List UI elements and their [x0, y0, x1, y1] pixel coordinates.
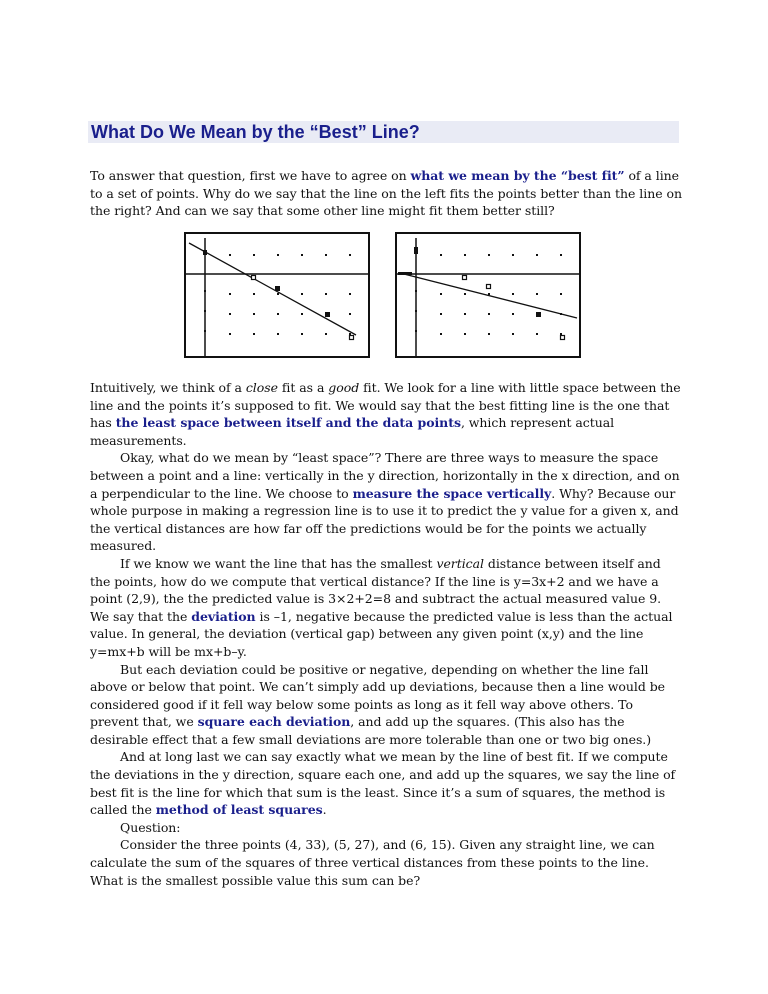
- highlight-method-least-squares: method of least squares: [155, 802, 323, 818]
- paragraph-deviation: If we know we want the line that has the smallest vertical distance between itself and the points, how do we compute that vertical distance? If the line is y=3x+2 and we have a point (2,9), the the predicted value is 3×2+2=8 and subtract the actual measured value 9. We say that the deviation is –1, negative because the predicted value is less than the actual value. In general, the deviation (vertical gap) between any given point (x,y) and the line y=mx+b will be mx+b–y.: [90, 555, 673, 659]
- highlight-best-fit: what we mean by the “best fit”: [410, 168, 625, 183]
- highlight-deviation: deviation: [191, 608, 256, 624]
- data-point: [414, 247, 418, 254]
- emphasis-close: close: [245, 380, 278, 395]
- highlight-measure-vertically: measure the space vertically: [352, 485, 552, 501]
- left-fit-graph-plot: [186, 234, 368, 356]
- page-title: What Do We Mean by the “Best” Line?: [91, 122, 420, 142]
- data-point: [536, 312, 541, 317]
- fit-line: [189, 243, 356, 335]
- data-point: [252, 276, 256, 280]
- left-fit-graph: [184, 232, 370, 358]
- paragraph-least-squares: And at long last we can say exactly what we mean by the line of best fit. If we compute the deviations in the y direction, square each one, and add up the squares, we say the line of best fit is the line for which that sum is the least. Since it’s a sum of squares, the method is called the method of least squares.: [90, 749, 676, 818]
- paragraph-intuition: Intuitively, we think of a close fit as a good fit. We look for a line with little space between the line and the points it’s supposed to fit. We would say that the best fitting line is the one that has the least space between itself and the data points, which represent actual measurements.: [90, 380, 681, 448]
- highlight-least-space: the least space between itself and the data points: [115, 415, 461, 431]
- emphasis-good: good: [328, 380, 360, 395]
- data-point: [463, 276, 467, 280]
- paragraph-square-deviations: But each deviation could be positive or negative, depending on whether the line fall above or below that point. We can’t simply add up deviations, because then a line would be considered good if it fell way below some points as long as it fell way above others. To prevent that, we square each deviation, and add up the squares. (This also has the desirable effect that a few small deviations are more tolerable than one or two big ones.): [90, 661, 666, 747]
- fit-line: [400, 273, 577, 318]
- data-point: [325, 312, 330, 317]
- paragraph-least-space: Okay, what do we mean by “least space”? There are three ways to measure the space between a point and a line: vertically in the y direction, horizontally in the x direction, and on a perpendicular to the line. We choose to measure the space vertically. Why? Because our whole purpose in making a regression line is to use it to predict the y value for a given x, and the vertical distances are how far off the predictions would be for the points we actually measured.: [90, 450, 680, 554]
- grid-dots: [440, 254, 562, 335]
- data-point: [487, 285, 491, 289]
- highlight-square-deviation: square each deviation: [197, 714, 351, 730]
- data-point: [203, 250, 207, 255]
- data-point: [561, 336, 565, 340]
- data-point: [275, 286, 280, 291]
- data-point: [350, 336, 354, 340]
- intro-text-a: To answer that question, first we have to agree on: [90, 168, 411, 183]
- body-text: [90, 379, 682, 889]
- question-label: Question:: [120, 819, 181, 835]
- intro-text-b: of a line to a set of points. Why do we say that the line on the left fits the points better than the line on the right? And can we say that some other line might fit them better still?: [90, 168, 682, 219]
- right-fit-graph-plot: [397, 234, 579, 356]
- question-text: Consider the three points (4, 33), (5, 27), and (6, 15). Given any straight line, we can calculate the sum of the squares of three vertical distances from these points to the line. What is the smallest possible value this sum can be?: [90, 837, 655, 888]
- emphasis-vertical: vertical: [436, 555, 484, 571]
- right-fit-graph: [395, 232, 581, 358]
- intro-paragraph: [90, 167, 682, 220]
